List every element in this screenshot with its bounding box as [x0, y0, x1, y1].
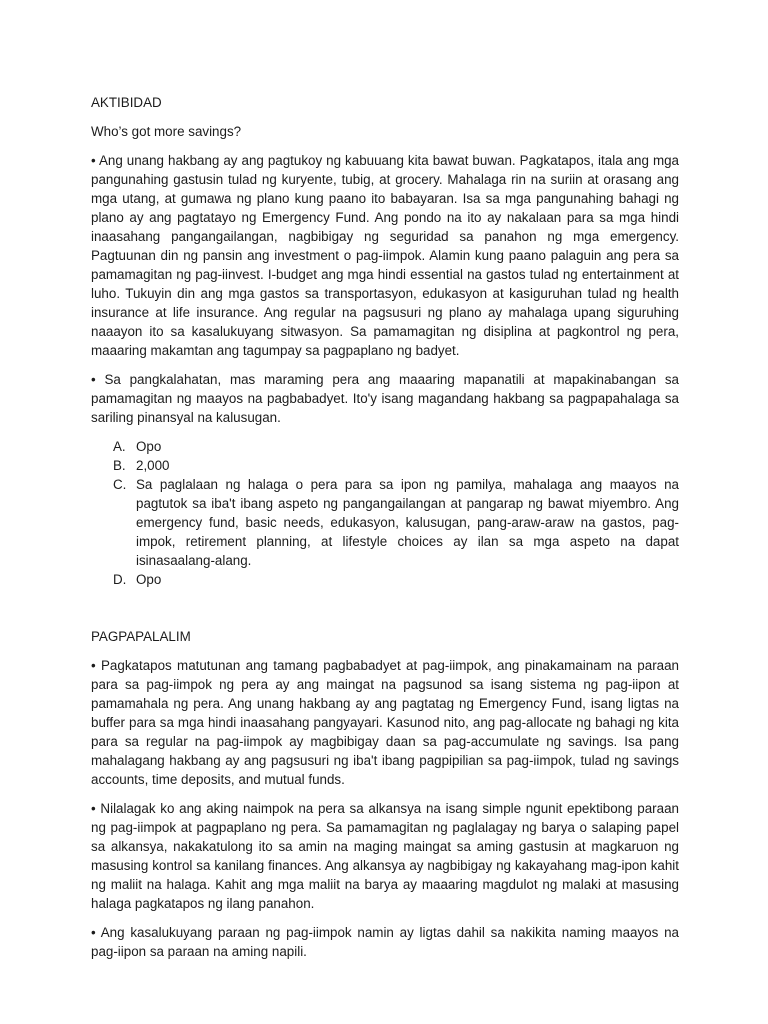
- aktibidad-section: [91, 93, 679, 589]
- list-item: [91, 570, 679, 589]
- list-item-text: Opo: [136, 439, 162, 454]
- pagpapalalim-section: [91, 627, 679, 961]
- question-text: Who’s got more savings?: [91, 124, 242, 139]
- list-item-text: 2,000: [136, 458, 170, 473]
- list-marker: A.: [113, 439, 126, 454]
- answer-list: [91, 437, 679, 589]
- list-item-text: Opo: [136, 572, 162, 587]
- list-item-text: Sa paglalaan ng halaga o pera para sa ipon ng pamilya, mahalaga ang maayos na pagtutok sa iba't ibang aspeto ng pangangailangan at pangarap ng bawat miyembro. Ang emergency fund, basic needs, edukasyon, kalusugan, pang-araw-araw na gastos, pag-impok, retirement planning, at lifestyle choices ay ilan sa mga aspeto na dapat isinasaalang-alang.: [136, 477, 679, 568]
- paragraph: • Nilalagak ko ang aking naimpok na pera sa alkansya na isang simple ngunit epektibong paraan ng pag-iimpok at pagpaplano ng pera. Sa pamamagitan ng paglalagay ng barya o salaping papel sa alkansya, nakakatulong ito sa amin na maging maingat sa aming gastusin at magkaruon ng masusing kontrol sa kanilang finances. Ang alkansya ay nagbibigay ng kakayahang mag-ipon kahit ng maliit na halaga. Kahit ang mga maliit na barya ay maaaring magdulot ng malaki at masusing halaga pagkatapos ng ilang panahon.: [91, 801, 679, 911]
- list-item: [91, 456, 679, 475]
- paragraph: • Pagkatapos matutunan ang tamang pagbabadyet at pag-iimpok, ang pinakamainam na paraan para sa pag-iimpok ng pera ay ang maingat na pagsunod sa isang sistema ng pag-iipon at pamamahala ng pera. Ang unang hakbang ay ang pagtatag ng Emergency Fund, isang ligtas na buffer para sa mga hindi inaasahang pangyayari. Kasunod nito, ang pag-allocate ng bahagi ng kita para sa regular na pag-iimpok ay magbibigay daan sa pag-accumulate ng savings. Isa pang mahalagang hakbang ay ang pagsusuri ng iba't ibang pagpipilian sa pag-iimpok, tulad ng savings accounts, time deposits, and mutual funds.: [91, 658, 679, 787]
- paragraph: • Sa pangkalahatan, mas maraming pera ang maaaring mapanatili at mapakinabangan sa pamamagitan ng maayos na pagbabadyet. Ito'y isang magandang hakbang sa pagpapahalaga sa sariling pinansyal na kalusugan.: [91, 372, 679, 425]
- list-item: [91, 475, 679, 570]
- section-title-aktibidad: AKTIBIDAD: [91, 95, 162, 110]
- list-item: [91, 437, 679, 456]
- section-title-pagpapalalim: PAGPAPALALIM: [91, 629, 191, 644]
- document-body: [91, 93, 679, 971]
- section-spacer: [91, 589, 679, 627]
- paragraph: • Ang unang hakbang ay ang pagtukoy ng kabuuang kita bawat buwan. Pagkatapos, itala ang mga pangunahing gastusin tulad ng kuryente, tubig, at grocery. Mahalaga rin na suriin at orasang ang mga utang, at gumawa ng plano kung paano ito babayaran. Isa sa mga pangunahing bahagi ng plano ay ang pagtatayo ng Emergency Fund. Ang pondo na ito ay nakalaan para sa mga hindi inaasahang pangangailangan, nagbibigay ng seguridad sa panahon ng mga emergency. Pagtuunan din ng pansin ang investment o pag-iimpok. Alamin kung paano palaguin ang pera sa pamamagitan ng pag-iinvest. I-budget ang mga hindi essential na gastos tulad ng entertainment at luho. Tukuyin din ang mga gastos sa transportasyon, edukasyon at kasiguruhan tulad ng health insurance at life insurance. Ang regular na pagsusuri ng plano ay mahalaga upang siguruhing naaayon ito sa kasalukuyang sitwasyon. Sa pamamagitan ng disiplina at pagkontrol ng pera, maaaring makamtan ang tagumpay sa pagpaplano ng badyet.: [91, 153, 679, 358]
- list-marker: B.: [113, 458, 126, 473]
- paragraph: • Ang kasalukuyang paraan ng pag-iimpok namin ay ligtas dahil sa nakikita naming maayos na pag-iipon sa paraan na aming napili.: [91, 925, 679, 959]
- list-marker: C.: [113, 477, 127, 492]
- list-marker: D.: [113, 572, 127, 587]
